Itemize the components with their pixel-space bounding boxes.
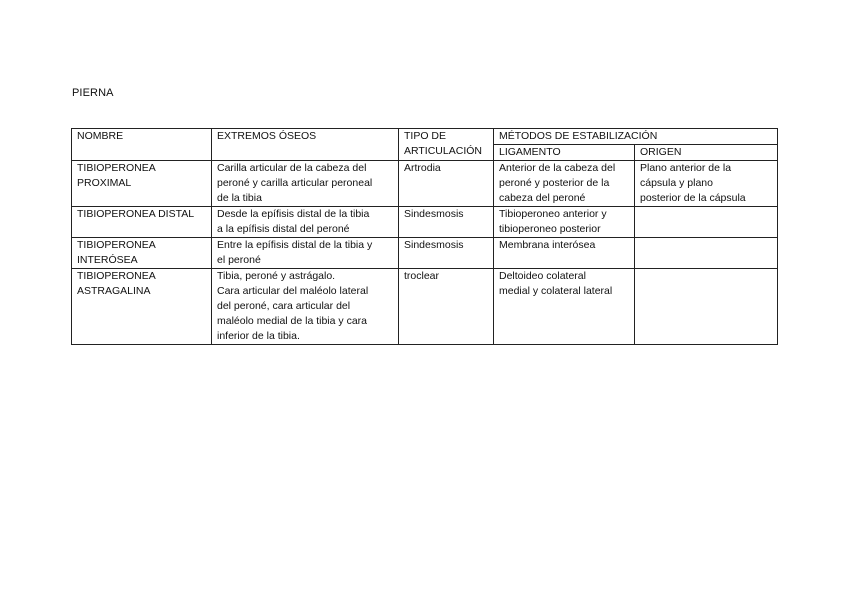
cell-extremos <box>212 238 399 269</box>
header-origen <box>635 145 778 161</box>
cell-tipo <box>399 269 494 345</box>
table-row <box>72 269 778 345</box>
cell-extremos <box>212 269 399 345</box>
header-extremos-text: EXTREMOS ÓSEOS <box>217 130 317 142</box>
cell-ligamento <box>494 238 635 269</box>
table-row <box>72 238 778 269</box>
header-extremos <box>212 129 399 161</box>
header-nombre-text: NOMBRE <box>77 130 124 142</box>
cell-extremos <box>212 161 399 207</box>
header-row <box>72 129 778 145</box>
cell-extremos-text: Tibia, peroné y astrágalo. Cara articular del maléolo lateral del peroné, cara articular del maléolo medial de la tibia y cara inferior de la tibia. <box>217 270 369 342</box>
table-row <box>72 207 778 238</box>
cell-extremos-text: Carilla articular de la cabeza del peroné y carilla articular peroneal de la tibia <box>217 162 373 204</box>
cell-extremos <box>212 207 399 238</box>
cell-tipo-text: Sindesmosis <box>404 239 464 251</box>
cell-tipo-text: Artrodia <box>404 162 441 174</box>
cell-nombre-text: TIBIOPERONEA DISTAL <box>77 208 195 220</box>
cell-origen <box>635 238 778 269</box>
header-nombre <box>72 129 212 161</box>
cell-nombre-text: TIBIOPERONEA INTERÓSEA <box>77 239 156 266</box>
cell-ligamento-text: Membrana interósea <box>499 239 596 251</box>
cell-extremos-text: Desde la epífisis distal de la tibia a la epífisis distal del peroné <box>217 208 370 235</box>
cell-nombre <box>72 207 212 238</box>
cell-tipo <box>399 238 494 269</box>
cell-tipo-text: troclear <box>404 270 440 282</box>
cell-origen <box>635 207 778 238</box>
cell-nombre <box>72 161 212 207</box>
header-metodos <box>494 129 778 145</box>
cell-ligamento-text: Deltoideo colateral medial y colateral lateral <box>499 270 613 297</box>
cell-nombre-text: TIBIOPERONEA ASTRAGALINA <box>77 270 156 297</box>
cell-ligamento <box>494 161 635 207</box>
cell-nombre-text: TIBIOPERONEA PROXIMAL <box>77 162 156 189</box>
header-tipo <box>399 129 494 161</box>
cell-ligamento <box>494 207 635 238</box>
cell-tipo <box>399 207 494 238</box>
cell-extremos-text: Entre la epífisis distal de la tibia y el peroné <box>217 239 373 266</box>
header-ligamento <box>494 145 635 161</box>
table-row <box>72 161 778 207</box>
page-heading: PIERNA <box>72 87 114 99</box>
joints-table <box>71 128 778 345</box>
header-metodos-text: MÉTODOS DE ESTABILIZACIÓN <box>499 130 658 142</box>
cell-origen <box>635 161 778 207</box>
cell-tipo-text: Sindesmosis <box>404 208 464 220</box>
header-ligamento-text: LIGAMENTO <box>499 146 561 158</box>
header-tipo-text: TIPO DE ARTICULACIÓN <box>404 130 482 157</box>
cell-tipo <box>399 161 494 207</box>
header-origen-text: ORIGEN <box>640 146 682 158</box>
cell-origen <box>635 269 778 345</box>
cell-origen-text: Plano anterior de la cápsula y plano posterior de la cápsula <box>640 162 746 204</box>
cell-nombre <box>72 269 212 345</box>
cell-ligamento <box>494 269 635 345</box>
cell-nombre <box>72 238 212 269</box>
cell-ligamento-text: Anterior de la cabeza del peroné y posterior de la cabeza del peroné <box>499 162 616 204</box>
cell-ligamento-text: Tibioperoneo anterior y tibioperoneo posterior <box>499 208 607 235</box>
